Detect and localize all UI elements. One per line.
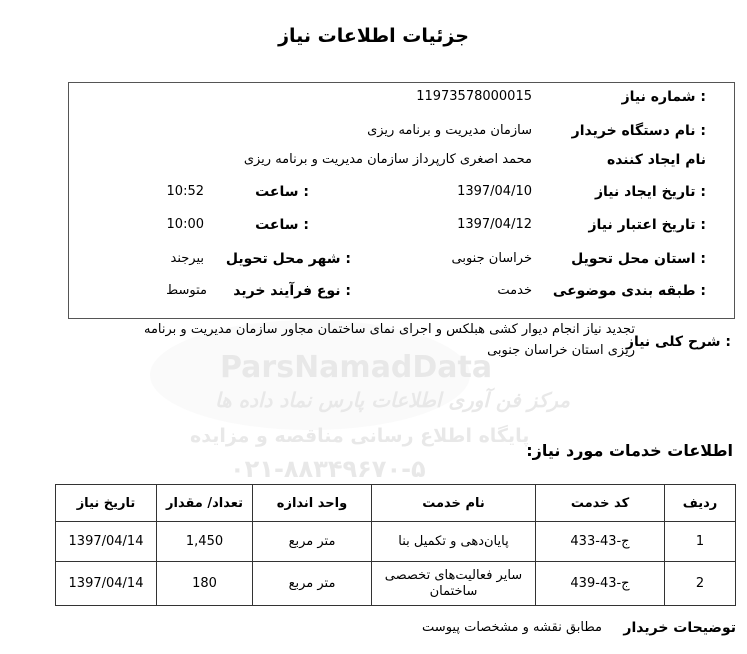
watermark-brand: ParsNamadData xyxy=(220,350,493,385)
delivery-city-value: بیرجند xyxy=(170,251,204,266)
col-unit: واحد اندازه xyxy=(253,485,372,522)
watermark-phone: ۰۲۱-۸۸۳۴۹۶۷۰-۵ xyxy=(230,455,426,483)
col-row-number: ردیف xyxy=(665,485,736,522)
need-details-box xyxy=(68,82,735,319)
services-table-header xyxy=(56,485,736,522)
valid-time-label: ساعت : xyxy=(255,217,309,233)
cell-quantity: 1,450 xyxy=(157,522,253,562)
services-heading: اطلاعات خدمات مورد نیاز: xyxy=(526,441,733,460)
cell-unit: متر مربع xyxy=(253,522,372,562)
valid-date-label: تاریخ اعتبار نیاز : xyxy=(588,217,706,233)
process-type-value: متوسط xyxy=(166,283,207,298)
cell-service-code: ج-43-439 xyxy=(536,562,665,606)
buyer-notes-value: مطابق نقشه و مشخصات پیوست xyxy=(422,620,602,635)
page-title: جزئیات اطلاعات نیاز xyxy=(278,25,469,47)
delivery-city-label: شهر محل تحویل : xyxy=(225,251,351,267)
description-line-1: تجدید نیاز انجام دیوار کشی هبلکس و اجرای نمای ساختمان مجاور سازمان مدیریت و برنامه xyxy=(143,322,635,337)
cell-service-name: پایان‌دهی و تکمیل بنا xyxy=(372,522,536,562)
need-number-value: 11973578000015 xyxy=(416,89,532,104)
category-value: خدمت xyxy=(497,283,532,298)
created-date-label: تاریخ ایجاد نیاز : xyxy=(594,184,706,200)
created-date-value: 1397/04/10 xyxy=(457,184,532,199)
valid-time-value: 10:00 xyxy=(166,217,204,232)
cell-quantity: 180 xyxy=(157,562,253,606)
col-service-name: نام خدمت xyxy=(372,485,536,522)
cell-row-number: 1 xyxy=(665,522,736,562)
buyer-notes-label: توضیحات خریدار xyxy=(623,620,736,636)
services-table xyxy=(55,484,736,606)
process-type-label: نوع فرآیند خرید : xyxy=(233,283,351,299)
creator-value: محمد اصغری کارپرداز سازمان مدیریت و برنامه ریزی xyxy=(243,152,532,167)
table-row xyxy=(56,522,736,562)
buyer-org-value: سازمان مدیریت و برنامه ریزی xyxy=(367,123,532,138)
delivery-province-value: خراسان جنوبی xyxy=(451,251,532,266)
valid-date-value: 1397/04/12 xyxy=(457,217,532,232)
cell-need-date: 1397/04/14 xyxy=(56,522,157,562)
watermark-line2: پایگاه اطلاع رسانی مناقصه و مزایده xyxy=(190,425,530,447)
watermark-line1: مرکز فن آوری اطلاعات پارس نماد داده ها xyxy=(215,388,570,412)
need-number-label: شماره نیاز : xyxy=(621,89,706,105)
created-time-label: ساعت : xyxy=(255,184,309,200)
creator-label: نام ایجاد کننده xyxy=(606,152,706,168)
category-label: طبقه بندی موضوعی : xyxy=(552,283,706,299)
col-need-date: تاریخ نیاز xyxy=(56,485,157,522)
created-time-value: 10:52 xyxy=(166,184,204,199)
cell-row-number: 2 xyxy=(665,562,736,606)
cell-unit: متر مربع xyxy=(253,562,372,606)
buyer-org-label: نام دستگاه خریدار : xyxy=(571,123,706,139)
description-label: شرح کلی نیاز : xyxy=(625,334,731,350)
delivery-province-label: استان محل تحویل : xyxy=(571,251,706,267)
table-row xyxy=(56,562,736,606)
description-line-2: ریزی استان خراسان جنوبی xyxy=(487,343,635,358)
cell-need-date: 1397/04/14 xyxy=(56,562,157,606)
col-service-code: کد خدمت xyxy=(536,485,665,522)
cell-service-code: ج-43-433 xyxy=(536,522,665,562)
col-quantity: تعداد/ مقدار xyxy=(157,485,253,522)
cell-service-name: سایر فعالیت‌های تخصصی ساختمان xyxy=(372,562,536,606)
